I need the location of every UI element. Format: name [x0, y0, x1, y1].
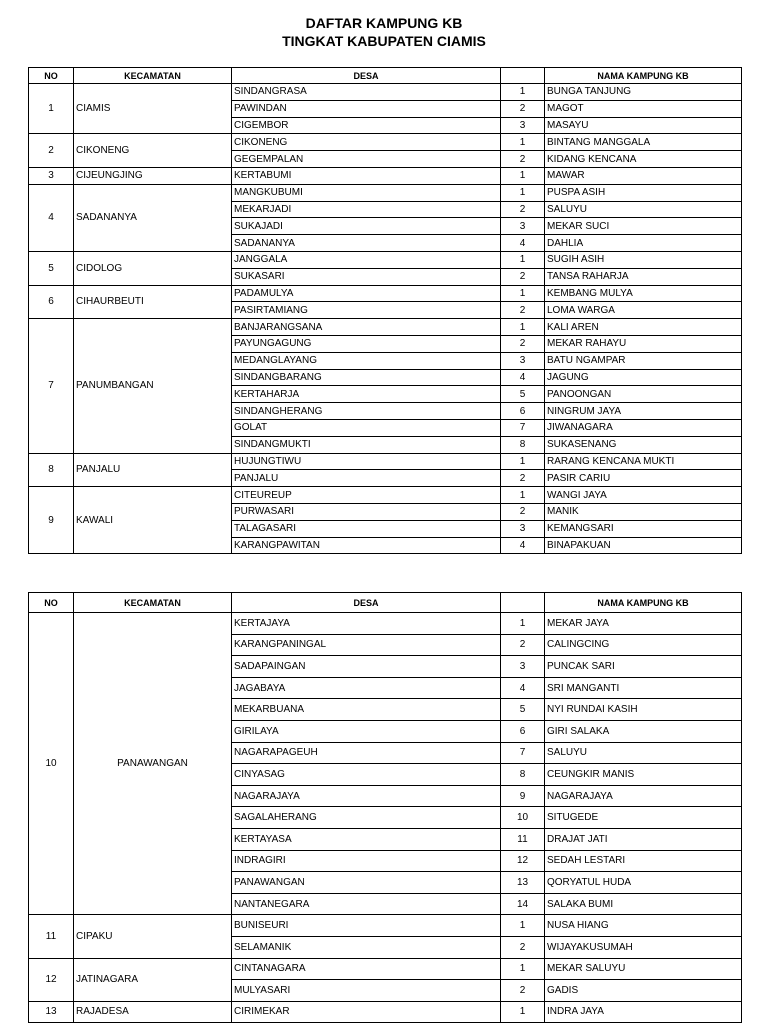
desa-name: GOLAT	[232, 419, 501, 436]
table-body-2	[29, 613, 742, 1023]
desa-name: KERTAYASA	[232, 828, 501, 850]
kampung-number: 2	[501, 470, 545, 487]
kampung-kb-name: BATU NGAMPAR	[545, 352, 742, 369]
desa-name: PURWASARI	[232, 503, 501, 520]
kampung-number: 1	[501, 958, 545, 980]
kecamatan-no: 1	[29, 84, 74, 134]
kecamatan-no: 3	[29, 167, 74, 184]
kampung-number: 5	[501, 386, 545, 403]
desa-name: PANAWANGAN	[232, 872, 501, 894]
kecamatan-name: RAJADESA	[74, 1001, 232, 1023]
kampung-kb-name: BINTANG MANGGALA	[545, 134, 742, 151]
desa-name: SUKASARI	[232, 268, 501, 285]
desa-name: CINYASAG	[232, 764, 501, 786]
kampung-number: 9	[501, 785, 545, 807]
kampung-kb-name: TANSA RAHARJA	[545, 268, 742, 285]
kampung-number: 14	[501, 893, 545, 915]
desa-name: SELAMANIK	[232, 936, 501, 958]
kampung-kb-name: GADIS	[545, 980, 742, 1002]
table-row	[29, 453, 742, 470]
kampung-number: 1	[501, 285, 545, 302]
kampung-kb-name: SITUGEDE	[545, 807, 742, 829]
desa-name: GIRILAYA	[232, 720, 501, 742]
desa-name: JAGABAYA	[232, 677, 501, 699]
kecamatan-name: CIPAKU	[74, 915, 232, 958]
kampung-kb-table-2	[28, 592, 742, 1023]
kampung-number: 7	[501, 742, 545, 764]
kampung-number: 1	[501, 167, 545, 184]
desa-name: MEDANGLAYANG	[232, 352, 501, 369]
kampung-kb-name: MEKAR RAHAYU	[545, 335, 742, 352]
kampung-kb-name: MANIK	[545, 503, 742, 520]
desa-name: NAGARAPAGEUH	[232, 742, 501, 764]
header-kecamatan: KECAMATAN	[74, 68, 232, 84]
kecamatan-name: CIAMIS	[74, 84, 232, 134]
desa-name: INDRAGIRI	[232, 850, 501, 872]
kecamatan-name: CIHAURBEUTI	[74, 285, 232, 319]
kampung-number: 4	[501, 369, 545, 386]
kampung-number: 1	[501, 319, 545, 336]
kampung-kb-name: NAGARAJAYA	[545, 785, 742, 807]
kampung-kb-name: MEKAR SALUYU	[545, 958, 742, 980]
header-no: NO	[29, 593, 74, 613]
kampung-kb-name: NUSA HIANG	[545, 915, 742, 937]
kampung-kb-name: KALI AREN	[545, 319, 742, 336]
header-number	[501, 68, 545, 84]
kecamatan-no: 11	[29, 915, 74, 958]
kampung-number: 1	[501, 134, 545, 151]
kampung-kb-name: KEMBANG MULYA	[545, 285, 742, 302]
kampung-kb-name: MASAYU	[545, 117, 742, 134]
kecamatan-no: 2	[29, 134, 74, 168]
desa-name: PAYUNGAGUNG	[232, 335, 501, 352]
table-row	[29, 1001, 742, 1023]
kampung-kb-name: DAHLIA	[545, 235, 742, 252]
kampung-kb-name: LOMA WARGA	[545, 302, 742, 319]
kampung-kb-name: JAGUNG	[545, 369, 742, 386]
table-header-row	[29, 68, 742, 84]
desa-name: MEKARJADI	[232, 201, 501, 218]
table-row	[29, 134, 742, 151]
desa-name: KERTAJAYA	[232, 613, 501, 635]
kecamatan-no: 6	[29, 285, 74, 319]
kampung-kb-name: CEUNGKIR MANIS	[545, 764, 742, 786]
desa-name: MANGKUBUMI	[232, 184, 501, 201]
kecamatan-name: CIKONENG	[74, 134, 232, 168]
kampung-number: 2	[501, 268, 545, 285]
kampung-number: 1	[501, 915, 545, 937]
kecamatan-no: 12	[29, 958, 74, 1001]
kampung-number: 3	[501, 656, 545, 678]
desa-name: NANTANEGARA	[232, 893, 501, 915]
kampung-number: 8	[501, 436, 545, 453]
desa-name: MULYASARI	[232, 980, 501, 1002]
table-row	[29, 487, 742, 504]
kampung-kb-name: MEKAR JAYA	[545, 613, 742, 635]
table-row	[29, 167, 742, 184]
kampung-kb-name: BUNGA TANJUNG	[545, 84, 742, 101]
desa-name: SADANANYA	[232, 235, 501, 252]
kampung-kb-name: INDRA JAYA	[545, 1001, 742, 1023]
table-row	[29, 84, 742, 101]
desa-name: NAGARAJAYA	[232, 785, 501, 807]
desa-name: PADAMULYA	[232, 285, 501, 302]
kampung-kb-name: BINAPAKUAN	[545, 537, 742, 554]
header-no: NO	[29, 68, 74, 84]
table-row	[29, 184, 742, 201]
table-row	[29, 915, 742, 937]
kampung-number: 3	[501, 520, 545, 537]
kampung-kb-name: MAWAR	[545, 167, 742, 184]
kampung-number: 11	[501, 828, 545, 850]
desa-name: GEGEMPALAN	[232, 151, 501, 168]
desa-name: SADAPAINGAN	[232, 656, 501, 678]
table-row	[29, 958, 742, 980]
kampung-number: 1	[501, 613, 545, 635]
kampung-number: 5	[501, 699, 545, 721]
document-title: DAFTAR KAMPUNG KB	[305, 15, 463, 31]
kampung-kb-name: MEKAR SUCI	[545, 218, 742, 235]
kampung-number: 7	[501, 419, 545, 436]
kampung-number: 4	[501, 537, 545, 554]
kecamatan-name: SADANANYA	[74, 184, 232, 251]
kampung-number: 4	[501, 235, 545, 252]
desa-name: SINDANGBARANG	[232, 369, 501, 386]
kampung-kb-table-1	[28, 67, 742, 554]
kampung-number: 2	[501, 503, 545, 520]
desa-name: CIKONENG	[232, 134, 501, 151]
desa-name: SINDANGRASA	[232, 84, 501, 101]
kampung-number: 1	[501, 1001, 545, 1023]
kampung-number: 2	[501, 936, 545, 958]
kampung-number: 1	[501, 453, 545, 470]
kampung-kb-name: DRAJAT JATI	[545, 828, 742, 850]
kampung-number: 6	[501, 720, 545, 742]
desa-name: JANGGALA	[232, 251, 501, 268]
kampung-number: 13	[501, 872, 545, 894]
kampung-number: 8	[501, 764, 545, 786]
kampung-number: 2	[501, 980, 545, 1002]
desa-name: BANJARANGSANA	[232, 319, 501, 336]
table-header-row	[29, 593, 742, 613]
header-desa: DESA	[232, 593, 501, 613]
kampung-kb-name: KIDANG KENCANA	[545, 151, 742, 168]
desa-name: BUNISEURI	[232, 915, 501, 937]
desa-name: CINTANAGARA	[232, 958, 501, 980]
header-nama-kampung-kb: NAMA KAMPUNG KB	[545, 593, 742, 613]
kecamatan-name: PANJALU	[74, 453, 232, 487]
kampung-kb-name: KEMANGSARI	[545, 520, 742, 537]
kampung-number: 4	[501, 677, 545, 699]
kampung-kb-name: PUNCAK SARI	[545, 656, 742, 678]
kampung-kb-name: PANOONGAN	[545, 386, 742, 403]
desa-name: HUJUNGTIWU	[232, 453, 501, 470]
kampung-number: 12	[501, 850, 545, 872]
desa-name: SINDANGMUKTI	[232, 436, 501, 453]
kampung-kb-name: QORYATUL HUDA	[545, 872, 742, 894]
kampung-number: 1	[501, 184, 545, 201]
desa-name: KARANGPANINGAL	[232, 634, 501, 656]
kampung-kb-name: NYI RUNDAI KASIH	[545, 699, 742, 721]
kampung-kb-name: MAGOT	[545, 100, 742, 117]
kampung-number: 3	[501, 218, 545, 235]
desa-name: PANJALU	[232, 470, 501, 487]
kecamatan-name: CIJEUNGJING	[74, 167, 232, 184]
kecamatan-no: 10	[29, 613, 74, 915]
kampung-kb-name: PASIR CARIU	[545, 470, 742, 487]
kampung-kb-name: SRI MANGANTI	[545, 677, 742, 699]
kecamatan-name: PANAWANGAN	[74, 613, 232, 915]
kampung-kb-name: WIJAYAKUSUMAH	[545, 936, 742, 958]
desa-name: SUKAJADI	[232, 218, 501, 235]
kecamatan-no: 4	[29, 184, 74, 251]
kampung-kb-name: CALINGCING	[545, 634, 742, 656]
desa-name: KERTABUMI	[232, 167, 501, 184]
kampung-number: 3	[501, 352, 545, 369]
kampung-kb-name: WANGI JAYA	[545, 487, 742, 504]
desa-name: SAGALAHERANG	[232, 807, 501, 829]
kecamatan-name: CIDOLOG	[74, 251, 232, 285]
kampung-number: 2	[501, 100, 545, 117]
kampung-number: 2	[501, 634, 545, 656]
kampung-number: 2	[501, 151, 545, 168]
kampung-kb-name: JIWANAGARA	[545, 419, 742, 436]
kampung-kb-name: SALUYU	[545, 201, 742, 218]
desa-name: PAWINDAN	[232, 100, 501, 117]
header-nama-kampung-kb: NAMA KAMPUNG KB	[545, 68, 742, 84]
kecamatan-no: 9	[29, 487, 74, 554]
table-body-1	[29, 84, 742, 554]
kampung-kb-name: PUSPA ASIH	[545, 184, 742, 201]
header-kecamatan: KECAMATAN	[74, 593, 232, 613]
desa-name: CIGEMBOR	[232, 117, 501, 134]
table-row	[29, 251, 742, 268]
kecamatan-no: 5	[29, 251, 74, 285]
kampung-number: 6	[501, 403, 545, 420]
desa-name: KARANGPAWITAN	[232, 537, 501, 554]
kampung-number: 2	[501, 302, 545, 319]
kecamatan-no: 13	[29, 1001, 74, 1023]
kampung-kb-name: SALUYU	[545, 742, 742, 764]
kampung-kb-name: SEDAH LESTARI	[545, 850, 742, 872]
kampung-kb-name: SUKASENANG	[545, 436, 742, 453]
kecamatan-no: 7	[29, 319, 74, 453]
kampung-number: 1	[501, 487, 545, 504]
desa-name: PASIRTAMIANG	[232, 302, 501, 319]
kampung-kb-name: GIRI SALAKA	[545, 720, 742, 742]
header-desa: DESA	[232, 68, 501, 84]
kecamatan-name: JATINAGARA	[74, 958, 232, 1001]
table-row	[29, 319, 742, 336]
kampung-kb-name: RARANG KENCANA MUKTI	[545, 453, 742, 470]
kecamatan-name: KAWALI	[74, 487, 232, 554]
kampung-number: 2	[501, 201, 545, 218]
kecamatan-no: 8	[29, 453, 74, 487]
desa-name: KERTAHARJA	[232, 386, 501, 403]
desa-name: CITEUREUP	[232, 487, 501, 504]
document-subtitle: TINGKAT KABUPATEN CIAMIS	[282, 33, 486, 49]
kampung-kb-name: NINGRUM JAYA	[545, 403, 742, 420]
kampung-number: 2	[501, 335, 545, 352]
kampung-number: 3	[501, 117, 545, 134]
header-number	[501, 593, 545, 613]
kampung-number: 1	[501, 251, 545, 268]
desa-name: CIRIMEKAR	[232, 1001, 501, 1023]
kecamatan-name: PANUMBANGAN	[74, 319, 232, 453]
kampung-number: 1	[501, 84, 545, 101]
desa-name: TALAGASARI	[232, 520, 501, 537]
table-row	[29, 285, 742, 302]
desa-name: MEKARBUANA	[232, 699, 501, 721]
kampung-kb-name: SALAKA BUMI	[545, 893, 742, 915]
kampung-number: 10	[501, 807, 545, 829]
desa-name: SINDANGHERANG	[232, 403, 501, 420]
table-row	[29, 613, 742, 635]
kampung-kb-name: SUGIH ASIH	[545, 251, 742, 268]
